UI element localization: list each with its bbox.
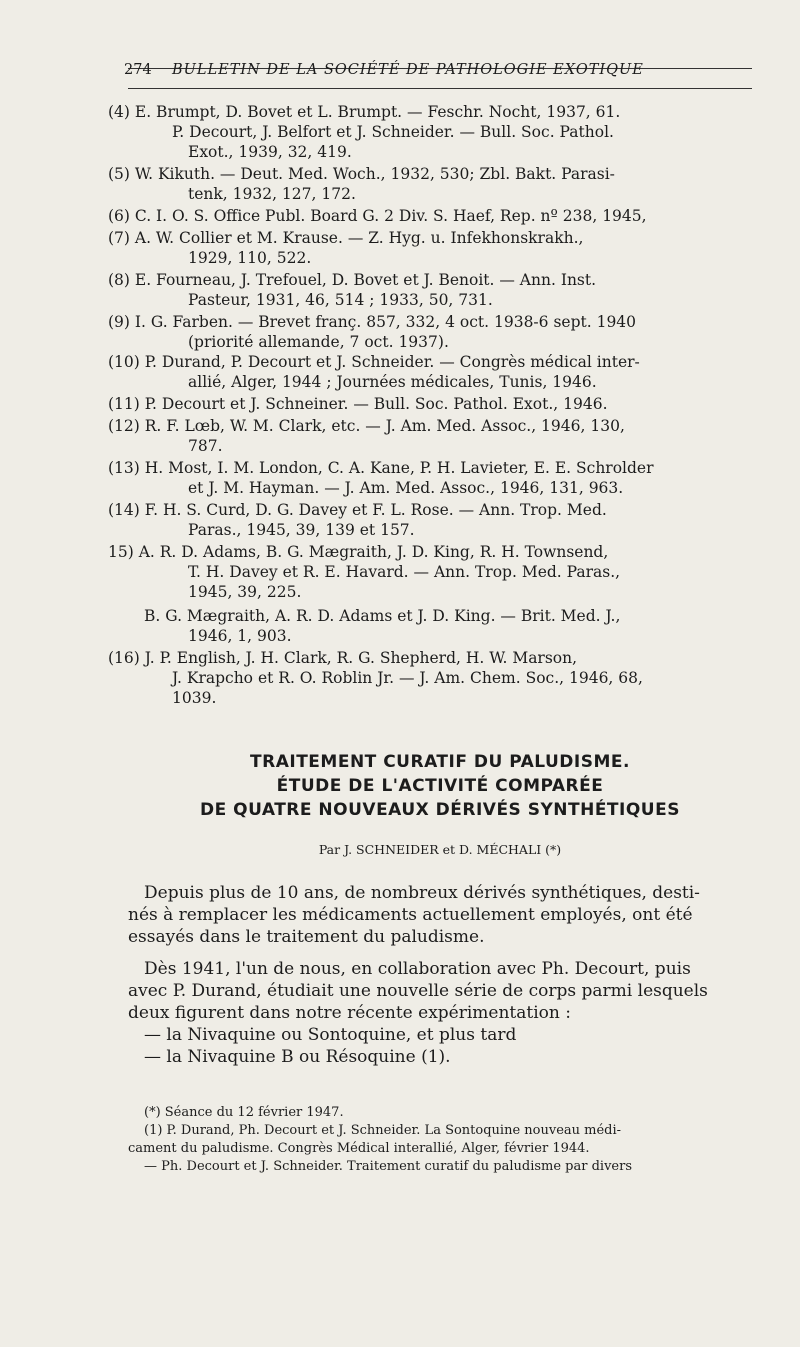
- reference-5: [108, 164, 752, 204]
- reference-4: [108, 102, 752, 162]
- footnote-line: cament du paludisme. Congrès Médical interallié, Alger, février 1944.: [128, 1141, 590, 1156]
- footnote-line: — Ph. Decourt et J. Schneider. Traitement curatif du paludisme par divers: [144, 1159, 633, 1174]
- page-number: 274: [124, 62, 152, 78]
- reference-12: [108, 416, 752, 456]
- footnotes: [128, 1104, 752, 1176]
- reference-line: 1946, 1, 903.: [188, 627, 292, 645]
- reference-line: P. Decourt, J. Belfort et J. Schneider. — Bull. Soc. Pathol.: [172, 123, 614, 141]
- reference-15: [108, 542, 752, 602]
- reference-16: [108, 648, 752, 708]
- reference-line: (12) R. F. Lœb, W. M. Clark, etc. — J. Am. Med. Assoc., 1946, 130,: [108, 417, 625, 435]
- reference-13: [108, 458, 752, 498]
- reference-line: (4) E. Brumpt, D. Bovet et L. Brumpt. — Feschr. Nocht, 1937, 61.: [108, 103, 621, 121]
- paragraph-line: avec P. Durand, étudiait une nouvelle série de corps parmi lesquels: [128, 981, 708, 1001]
- reference-line: (8) E. Fourneau, J. Trefouel, D. Bovet et J. Benoit. — Ann. Inst.: [108, 271, 597, 289]
- paragraph-line: Dès 1941, l'un de nous, en collaboration avec Ph. Decourt, puis: [144, 959, 691, 979]
- paragraph-1: [128, 882, 752, 948]
- paragraph-line: Depuis plus de 10 ans, de nombreux dérivés synthétiques, desti-: [144, 883, 700, 903]
- list-item: — la Nivaquine ou Sontoquine, et plus tard: [144, 1025, 517, 1045]
- reference-line: tenk, 1932, 127, 172.: [188, 185, 356, 203]
- reference-line: 1945, 39, 225.: [188, 583, 302, 601]
- reference-line: 1929, 110, 522.: [188, 249, 312, 267]
- reference-line: J. Krapcho et R. O. Roblin Jr. — J. Am. Chem. Soc., 1946, 68,: [172, 669, 643, 687]
- page-header: [124, 62, 752, 78]
- reference-line: (9) I. G. Farben. — Brevet franç. 857, 332, 4 oct. 1938-6 sept. 1940: [108, 313, 637, 331]
- reference-line: 15) A. R. D. Adams, B. G. Mægraith, J. D. King, R. H. Townsend,: [108, 543, 609, 561]
- reference-10: [108, 352, 752, 392]
- reference-line: Paras., 1945, 39, 139 et 157.: [188, 521, 415, 539]
- reference-line: 1039.: [172, 689, 217, 707]
- reference-6: [108, 206, 752, 226]
- paragraph-line: deux figurent dans notre récente expérimentation :: [128, 1003, 571, 1023]
- paragraph-2: [128, 958, 752, 1068]
- reference-line: B. G. Mægraith, A. R. D. Adams et J. D. King. — Brit. Med. J.,: [144, 607, 621, 625]
- reference-line: (7) A. W. Collier et M. Krause. — Z. Hyg. u. Infekhonskrakh.,: [108, 229, 584, 247]
- paragraph-line: nés à remplacer les médicaments actuellement employés, ont été: [128, 905, 693, 925]
- reference-line: (13) H. Most, I. M. London, C. A. Kane, P. H. Lavieter, E. E. Schrolder: [108, 459, 654, 477]
- article-title-line-2: ÉTUDE DE L'ACTIVITÉ COMPARÉE: [276, 776, 604, 796]
- reference-15b: [144, 606, 752, 646]
- reference-line: et J. M. Hayman. — J. Am. Med. Assoc., 1946, 131, 963.: [188, 479, 624, 497]
- reference-8: [108, 270, 752, 310]
- reference-line: T. H. Davey et R. E. Havard. — Ann. Trop. Med. Paras.,: [188, 563, 621, 581]
- footnote-line: (1) P. Durand, Ph. Decourt et J. Schneider. La Sontoquine nouveau médi-: [144, 1123, 622, 1138]
- reference-line: (6) C. I. O. S. Office Publ. Board G. 2 Div. S. Haef, Rep. nº 238, 1945,: [108, 207, 647, 225]
- reference-line: (priorité allemande, 7 oct. 1937).: [188, 333, 449, 351]
- reference-9: [108, 312, 752, 352]
- reference-14: [108, 500, 752, 540]
- reference-11: [108, 394, 752, 414]
- reference-line: (14) F. H. S. Curd, D. G. Davey et F. L. Rose. — Ann. Trop. Med.: [108, 501, 607, 519]
- reference-line: Pasteur, 1931, 46, 514 ; 1933, 50, 731.: [188, 291, 493, 309]
- reference-7: [108, 228, 752, 268]
- article-byline: Par J. SCHNEIDER et D. MÉCHALI (*): [318, 842, 562, 857]
- reference-line: (10) P. Durand, P. Decourt et J. Schneider. — Congrès médical inter-: [108, 353, 640, 371]
- reference-line: 787.: [188, 437, 223, 455]
- reference-line: Exot., 1939, 32, 419.: [188, 143, 352, 161]
- reference-line: (5) W. Kikuth. — Deut. Med. Woch., 1932, 530; Zbl. Bakt. Parasi-: [108, 165, 615, 183]
- list-item: — la Nivaquine B ou Résoquine (1).: [144, 1047, 451, 1067]
- header-rule: [128, 88, 752, 89]
- article-title-line-3: DE QUATRE NOUVEAUX DÉRIVÉS SYNTHÉTIQUES: [200, 800, 680, 820]
- article-title-line-1: TRAITEMENT CURATIF DU PALUDISME.: [250, 752, 630, 772]
- footnote-line: (*) Séance du 12 février 1947.: [144, 1105, 344, 1120]
- reference-line: allié, Alger, 1944 ; Journées médicales, Tunis, 1946.: [188, 373, 597, 391]
- reference-line: (16) J. P. English, J. H. Clark, R. G. Shepherd, H. W. Marson,: [108, 649, 578, 667]
- reference-line: (11) P. Decourt et J. Schneiner. — Bull. Soc. Pathol. Exot., 1946.: [108, 395, 608, 413]
- running-title: BULLETIN DE LA SOCIÉTÉ DE PATHOLOGIE EXOTIQUE: [172, 62, 644, 78]
- paragraph-line: essayés dans le traitement du paludisme.: [128, 927, 485, 947]
